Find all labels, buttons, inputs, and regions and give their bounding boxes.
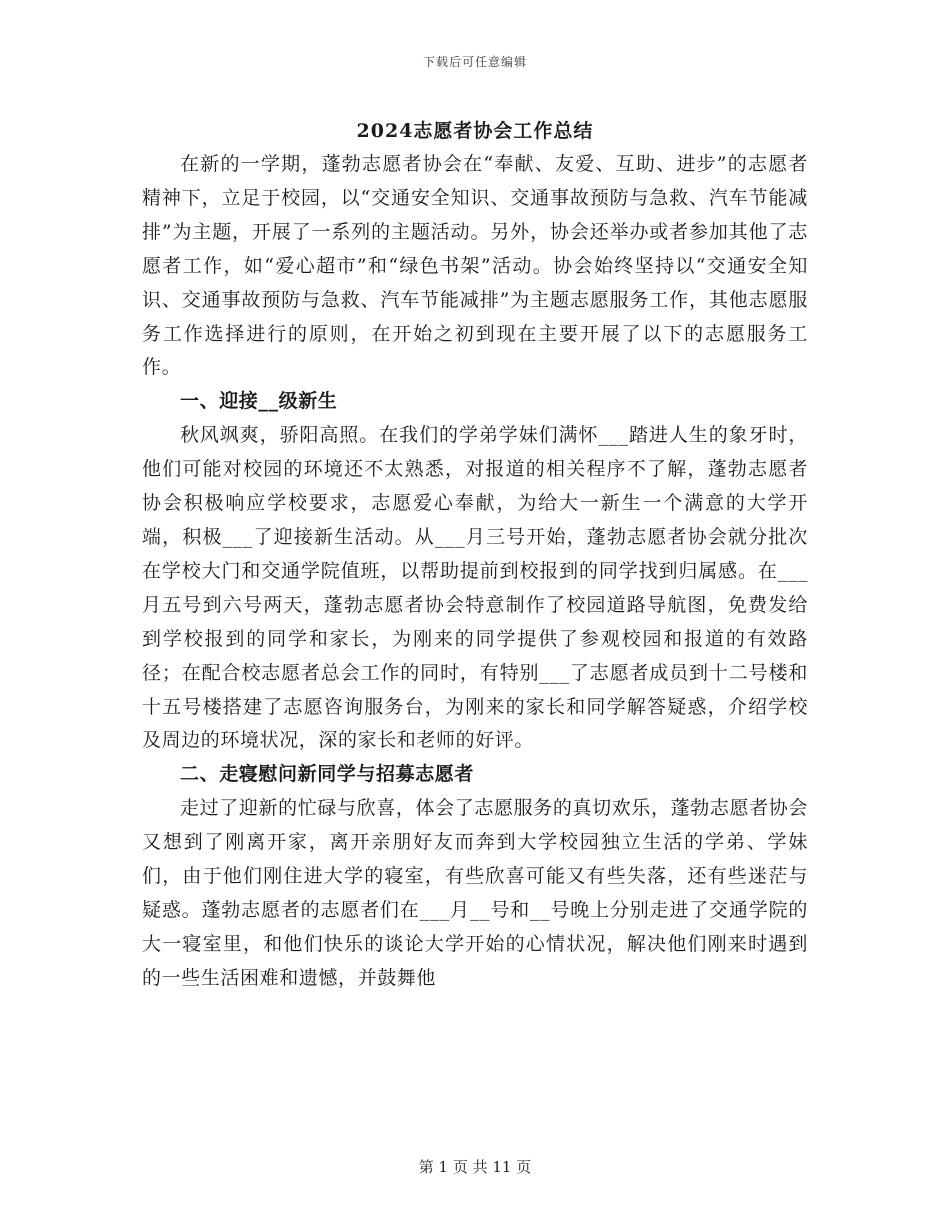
document-body	[142, 148, 808, 996]
page-number-footer: 第 1 页 共 11 页	[418, 1158, 532, 1176]
intro-paragraph: 在新的一学期，蓬勃志愿者协会在“奉献、友爱、互助、进步”的志愿者精神下，立足于校园，以“交通安全知识、交通事故预防与急救、汽车节能减排”为主题，开展了一系列的主题活动。另外，协会还举办或者参加其他了志愿者工作，如“爱心超市”和“绿色书架”活动。协会始终坚持以“交通安全知识、交通事故预防与急救、汽车节能减排”为主题志愿服务工作，其他志愿服务工作选择进行的原则，在开始之初到现在主要开展了以下的志愿服务工作。	[142, 153, 808, 379]
document-title: 2024志愿者协会工作总结	[356, 120, 594, 142]
header-note: 下载后可任意编辑	[422, 55, 527, 69]
section1-paragraph: 秋风飒爽，骄阳高照。在我们的学弟学妹们满怀___踏进人生的象牙时，他们可能对校园的环境还不太熟悉，对报道的相关程序不了解，蓬勃志愿者协会积极响应学校要求，志愿爱心奉献，为给大一新生一个满意的大学开端，积极___了迎接新生活动。从___月三号开始，蓬勃志愿者协会就分批次在学校大门和交通学院值班，以帮助提前到校报到的同学找到归属感。在___月五号到六号两天，蓬勃志愿者协会特意制作了校园道路导航图，免费发给到学校报到的同学和家长，为刚来的同学提供了参观校园和报道的有效路径；在配合校志愿者总会工作的同时，有特别___了志愿者成员到十二号楼和十五号楼搭建了志愿咨询服务台，为刚来的家长和同学解答疑惑，介绍学校及周边的环境状况，深的家长和老师的好评。	[142, 424, 808, 752]
section-heading-welcome-freshmen: 一、迎接__级新生	[180, 390, 338, 413]
section-heading-dorm-visits: 二、走寝慰问新同学与招募志愿者	[180, 763, 475, 786]
section2-paragraph: 走过了迎新的忙碌与欣喜，体会了志愿服务的真切欢乐，蓬勃志愿者协会又想到了刚离开家，离开亲朋好友而奔到大学校园独立生活的学弟、学妹们，由于他们刚住进大学的寝室，有些欣喜可能又有些失落，还有些迷茫与疑惑。蓬勃志愿者的志愿者们在___月__号和__号晚上分别走进了交通学院的大一寝室里，和他们快乐的谈论大学开始的心情状况，解决他们刚来时遇到的一些生活困难和遗憾，并鼓舞他	[142, 797, 808, 989]
